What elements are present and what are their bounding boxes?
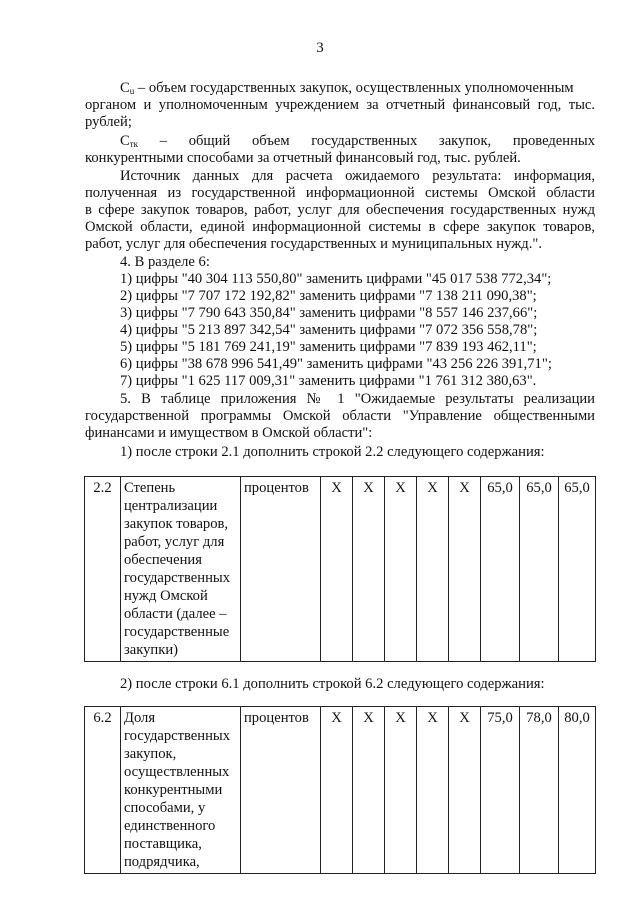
source-line5: работ, услуг для обеспечения государственных и муниципальных нужд.".	[85, 236, 542, 252]
value-cell: 80,0	[559, 707, 596, 874]
replacement-item: 7) цифры "1 625 117 009,31" заменить цифрами "1 761 312 380,63".	[120, 373, 537, 389]
x-cell: X	[385, 707, 417, 874]
replacement-item: 2) цифры "7 707 172 192,82" заменить цифрами "7 138 211 090,38";	[120, 288, 537, 304]
value-cell: 65,0	[520, 477, 559, 662]
replacement-item: 4) цифры "5 213 897 342,54" заменить цифрами "7 072 356 558,78";	[120, 322, 538, 338]
replacement-item: 6) цифры "38 678 996 541,49" заменить цифрами "43 256 226 391,71";	[120, 356, 552, 372]
table-row-2-2	[84, 476, 596, 662]
ctk-definition-line1: $С_{тк}$ – общий объем государственных закупок, проведенных	[120, 133, 595, 149]
x-cell: X	[417, 477, 449, 662]
cu-definition-line1: $С_u$ – объем государственных закупок, осуществленных уполномоченным	[120, 80, 574, 96]
section5-item1: 1) после строки 2.1 дополнить строкой 2.2 следующего содержания:	[120, 444, 545, 460]
section5-item2: 2) после строки 6.1 дополнить строкой 6.2 следующего содержания:	[120, 676, 545, 692]
source-line4: Омской области, единой информационной системы в сфере закупок товаров,	[85, 219, 595, 235]
value-cell: 65,0	[481, 477, 520, 662]
x-cell: X	[417, 707, 449, 874]
value-cell: 75,0	[481, 707, 520, 874]
replacement-item: 3) цифры "7 790 643 350,84" заменить цифрами "8 557 146 237,66";	[120, 305, 538, 321]
row-number: 6.2	[85, 707, 121, 874]
unit-cell: процентов	[241, 477, 321, 662]
x-cell: X	[353, 707, 385, 874]
row-number: 2.2	[85, 477, 121, 662]
page-number: 3	[316, 40, 324, 56]
table-row-6-2	[84, 706, 596, 874]
cu-definition-line2: органом и уполномоченным учреждением за отчетный финансовый год, тыс.	[85, 97, 595, 113]
section5-line3: финансами и имуществом в Омской области":	[85, 425, 373, 441]
source-line2: полученная из государственной информационной системы Омской области	[85, 185, 595, 201]
replacement-item: 5) цифры "5 181 769 241,19" заменить цифрами "7 839 193 462,11";	[120, 339, 537, 355]
section5-line2: государственной программы Омской области "Управление общественными	[85, 408, 595, 424]
section4-heading: 4. В разделе 6:	[120, 254, 210, 270]
value-cell: 65,0	[559, 477, 596, 662]
replacement-item: 1) цифры "40 304 113 550,80" заменить цифрами "45 017 538 772,34";	[120, 271, 552, 287]
x-cell: X	[321, 477, 353, 662]
x-cell: X	[385, 477, 417, 662]
source-line3: в сфере закупок товаров, работ, услуг для обеспечения государственных нужд	[85, 202, 595, 218]
cu-definition-line3: рублей;	[85, 114, 132, 130]
unit-cell: процентов	[241, 707, 321, 874]
source-line1: Источник данных для расчета ожидаемого результата: информация,	[120, 168, 595, 184]
value-cell: 78,0	[520, 707, 559, 874]
x-cell: X	[353, 477, 385, 662]
section5-line1: 5. В таблице приложения № 1 "Ожидаемые результаты реализации	[120, 391, 595, 407]
ctk-definition-line2: конкурентными способами за отчетный финансовый год, тыс. рублей.	[85, 150, 521, 166]
x-cell: X	[449, 707, 481, 874]
indicator-name: Доля государственных закупок, осуществленных конкурентными способами, у единственного поставщика, подрядчика,	[121, 707, 241, 874]
x-cell: X	[321, 707, 353, 874]
x-cell: X	[449, 477, 481, 662]
indicator-name: Степень централизации закупок товаров, работ, услуг для обеспечения государственных нужд Омской области (далее – государственные закупки)	[121, 477, 241, 662]
